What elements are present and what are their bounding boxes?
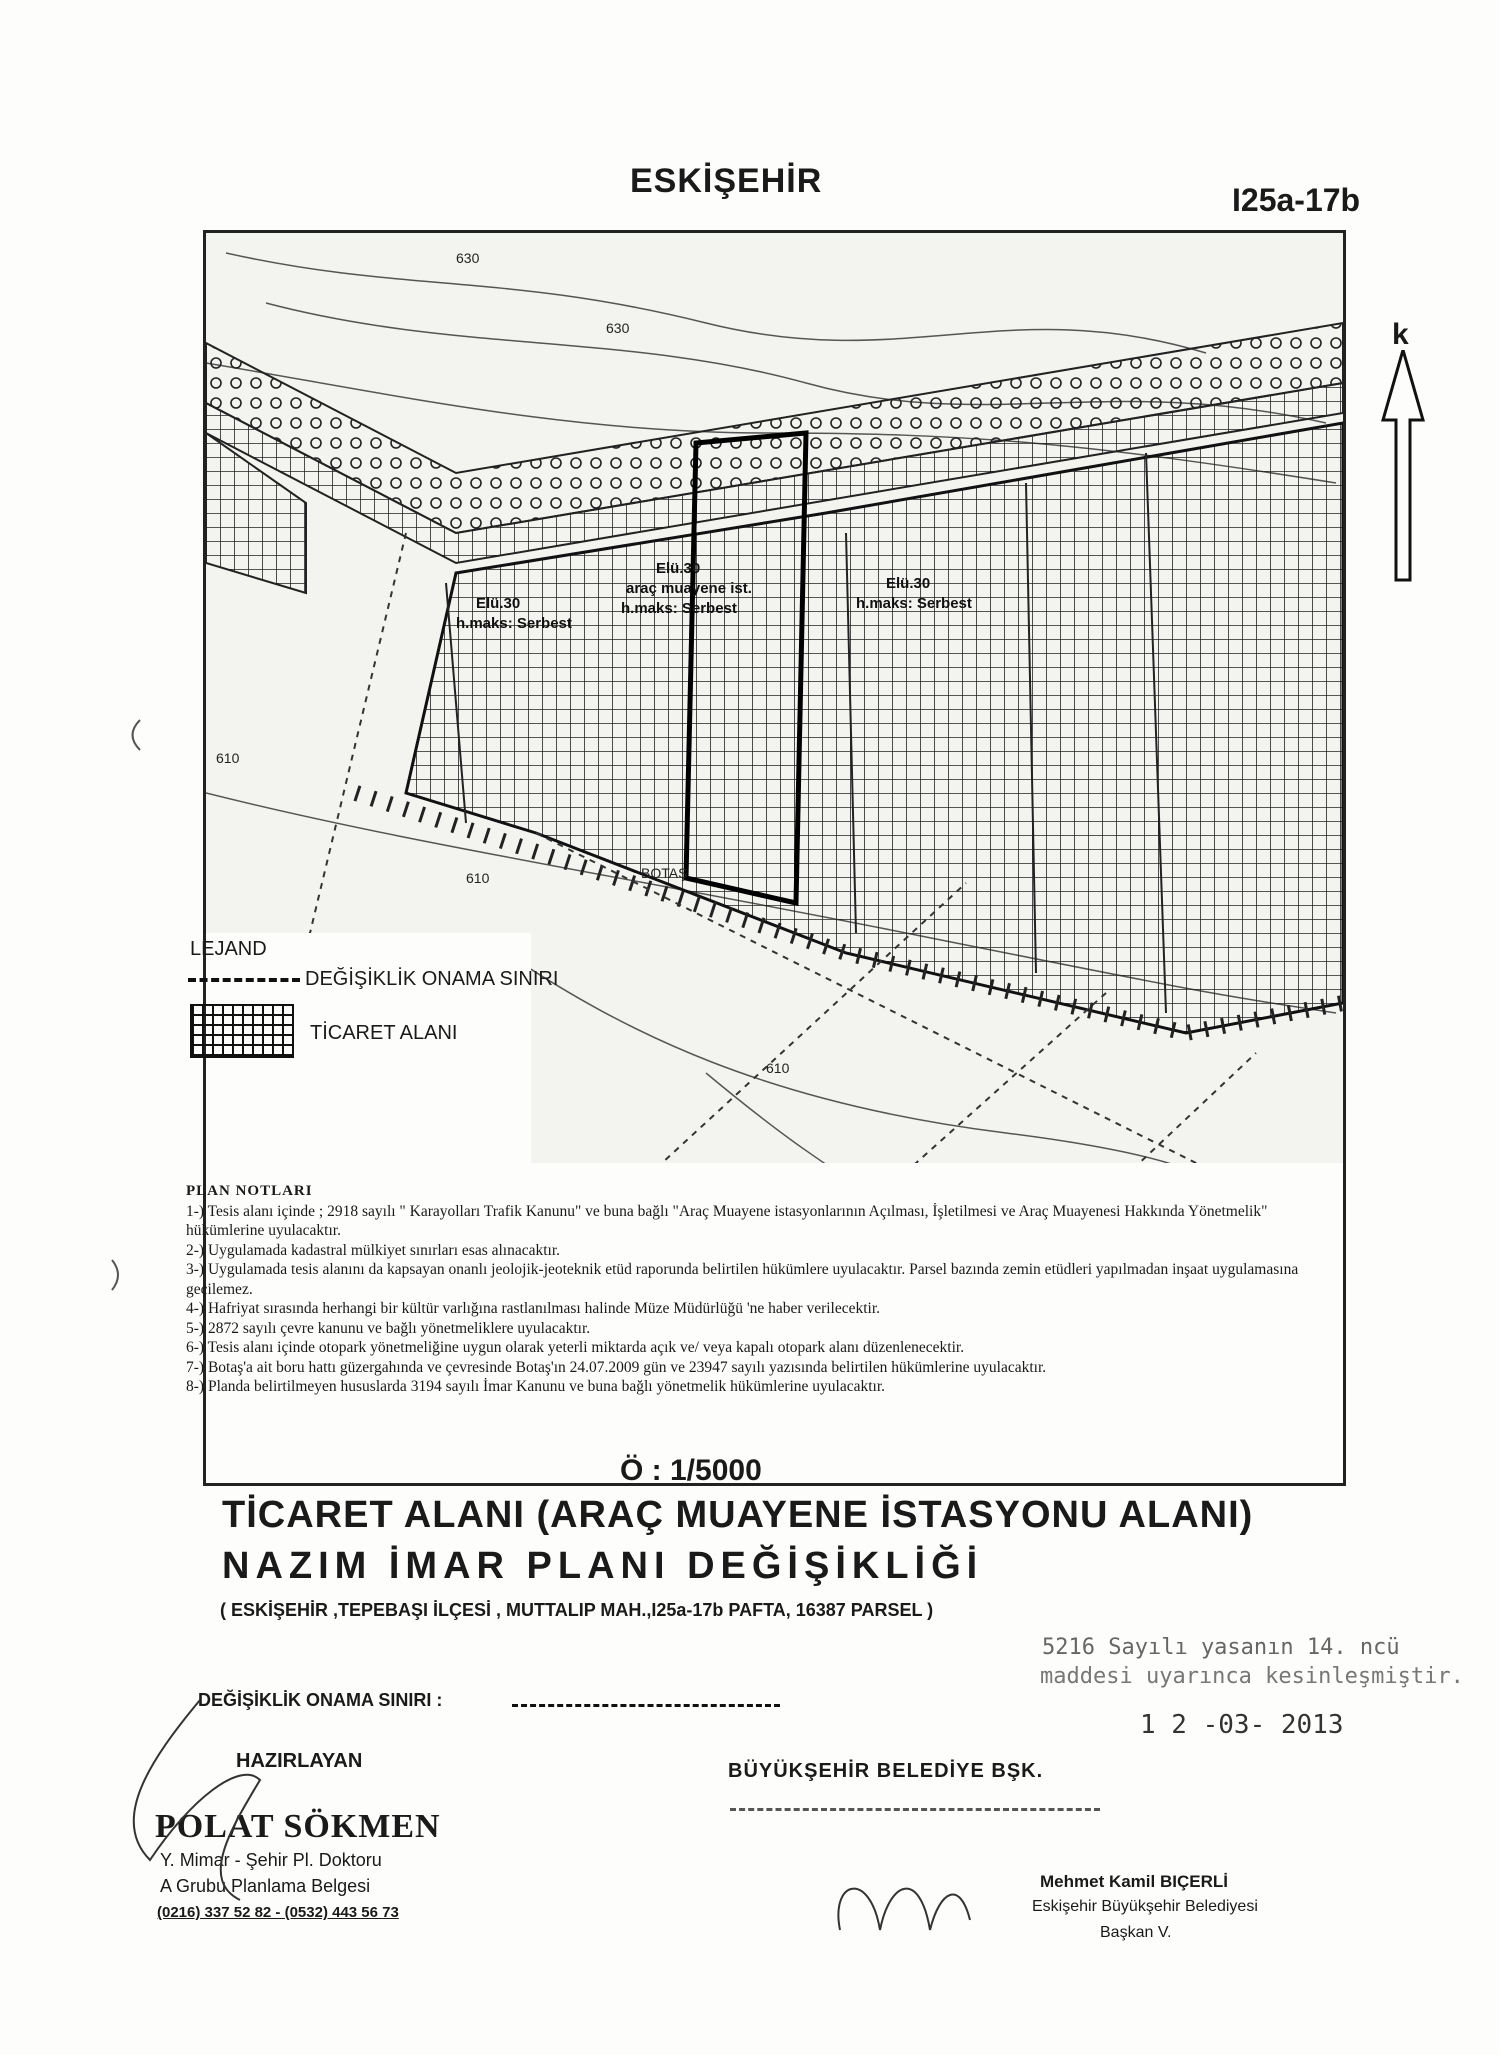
plan-note: 7-) Botaş'a ait boru hattı güzergahında ve çevresinde Botaş'ın 24.07.2009 gün ve 23947 sayılı yazısında belirtilen hükümlerine uyulacaktır. xyxy=(186,1358,1047,1376)
mayor-signature-icon xyxy=(838,1889,970,1930)
plan-note: 1-) Tesis alanı içinde ; 2918 sayılı " Karayolları Trafik Kanunu" ve buna bağlı "Araç Muayene istasyonlarının Açılması, İşletilmesi ve Araç Muayenesi Hakkında Yönetmelik" hükümlerine uyulacaktır. xyxy=(186,1202,1268,1239)
legend-commercial-swatch xyxy=(190,1004,294,1058)
plan-notes-title: PLAN NOTLARI xyxy=(186,1183,313,1199)
contour-label: 610 xyxy=(216,750,240,766)
approval-boundary-label: DEĞİŞİKLİK ONAMA SINIRI : xyxy=(198,1690,443,1710)
legend-commercial-label: TİCARET ALANI xyxy=(310,1022,458,1044)
punch-hole-icon xyxy=(133,720,141,750)
mayor-institution: Eskişehir Büyükşehir Belediyesi xyxy=(1032,1898,1258,1915)
contour-label: 610 xyxy=(466,870,490,886)
plan-note: 3-) Uygulamada tesis alanını da kapsayan onanlı jeolojik-jeoteknik etüd raporunda belirtilen hükümlere uyulacaktır. Parsel bazında zemin etüdleri yapılmadan inşaat uygulamasına geçilemez. xyxy=(186,1261,1299,1298)
plan-note: 4-) Hafriyat sırasında herhangi bir kültür varlığına rastlanılması halinde Müze Müdürlüğü 'ne haber verilecektir. xyxy=(186,1300,881,1317)
plan-note: 6-) Tesis alanı içinde otopark yönetmeliğine uygun olarak yeterli miktarda açık ve/ veya kapalı otopark alanı düzenlenecektir. xyxy=(186,1339,965,1356)
contour-label: 610 xyxy=(766,1060,790,1076)
legend-title: LEJAND xyxy=(190,938,267,960)
zone2-line1: Elü.30 xyxy=(656,560,701,577)
road-label: BOTAŞ xyxy=(641,865,688,881)
header-city: ESKİŞEHİR xyxy=(630,162,823,200)
plan-note: 8-) Planda belirtilmeyen hususlarda 3194 sayılı İmar Kanunu ve buna bağlı yönetmelik hükümlerine uyulacaktır. xyxy=(186,1378,886,1395)
stamp-date: 1 2 -03- 2013 xyxy=(1140,1710,1344,1740)
plan-notes xyxy=(186,1182,1326,1397)
contour-label: 630 xyxy=(456,250,480,266)
plan-title-line2: NAZIM İMAR PLANI DEĞİŞİKLİĞİ xyxy=(222,1545,984,1587)
plan-location: ( ESKİŞEHİR ,TEPEBAŞI İLÇESİ , MUTTALIP MAH.,I25a-17b PAFTA, 16387 PARSEL ) xyxy=(220,1600,934,1620)
plan-scale: Ö : 1/5000 xyxy=(620,1454,762,1487)
zone3-line1: Elü.30 xyxy=(886,575,931,592)
contour-label: 630 xyxy=(606,320,630,336)
punch-hole-icon xyxy=(112,1260,118,1290)
zone2-line3: h.maks: Serbest xyxy=(621,600,737,617)
header-sheet-number: I25a-17b xyxy=(1232,182,1361,218)
plan-note: 5-) 2872 sayılı çevre kanunu ve bağlı yönetmeliklere uyulacaktır. xyxy=(186,1319,591,1337)
author-phone: (0216) 337 52 82 - (0532) 443 56 73 xyxy=(157,1904,399,1921)
author-license: A Grubu Planlama Belgesi xyxy=(160,1876,371,1896)
north-arrow-icon xyxy=(1378,350,1428,610)
mayor-role: Başkan V. xyxy=(1100,1924,1172,1941)
plan-title-line1: TİCARET ALANI (ARAÇ MUAYENE İSTASYONU ALANI) xyxy=(222,1494,1254,1536)
approval-boundary-line xyxy=(512,1704,780,1707)
north-label: k xyxy=(1392,318,1409,351)
zone1-line2: h.maks: Serbest xyxy=(456,615,572,632)
stamp-line1: 5216 Sayılı yasanın 14. ncü xyxy=(1042,1635,1400,1660)
legend-boundary-label: DEĞİŞİKLİK ONAMA SINIRI xyxy=(305,968,559,990)
stamp-line2: maddesi uyarınca kesinleşmiştir. xyxy=(1040,1664,1464,1689)
zone3-line2: h.maks: Serbest xyxy=(856,595,972,612)
zone1-line1: Elü.30 xyxy=(476,595,521,612)
author-name: POLAT SÖKMEN xyxy=(155,1808,441,1845)
mayor-name: Mehmet Kamil BIÇERLİ xyxy=(1040,1872,1228,1891)
mayor-signature-line xyxy=(730,1808,1100,1811)
author-title: Y. Mimar - Şehir Pl. Doktoru xyxy=(160,1850,382,1870)
legend-boundary-line xyxy=(188,978,300,982)
mayor-title-label: BÜYÜKŞEHİR BELEDİYE BŞK. xyxy=(728,1760,1044,1782)
plan-note: 2-) Uygulamada kadastral mülkiyet sınırları esas alınacaktır. xyxy=(186,1241,561,1259)
zone2-line2: araç muayene ist. xyxy=(626,580,752,597)
prepared-by-label: HAZIRLAYAN xyxy=(236,1750,363,1772)
